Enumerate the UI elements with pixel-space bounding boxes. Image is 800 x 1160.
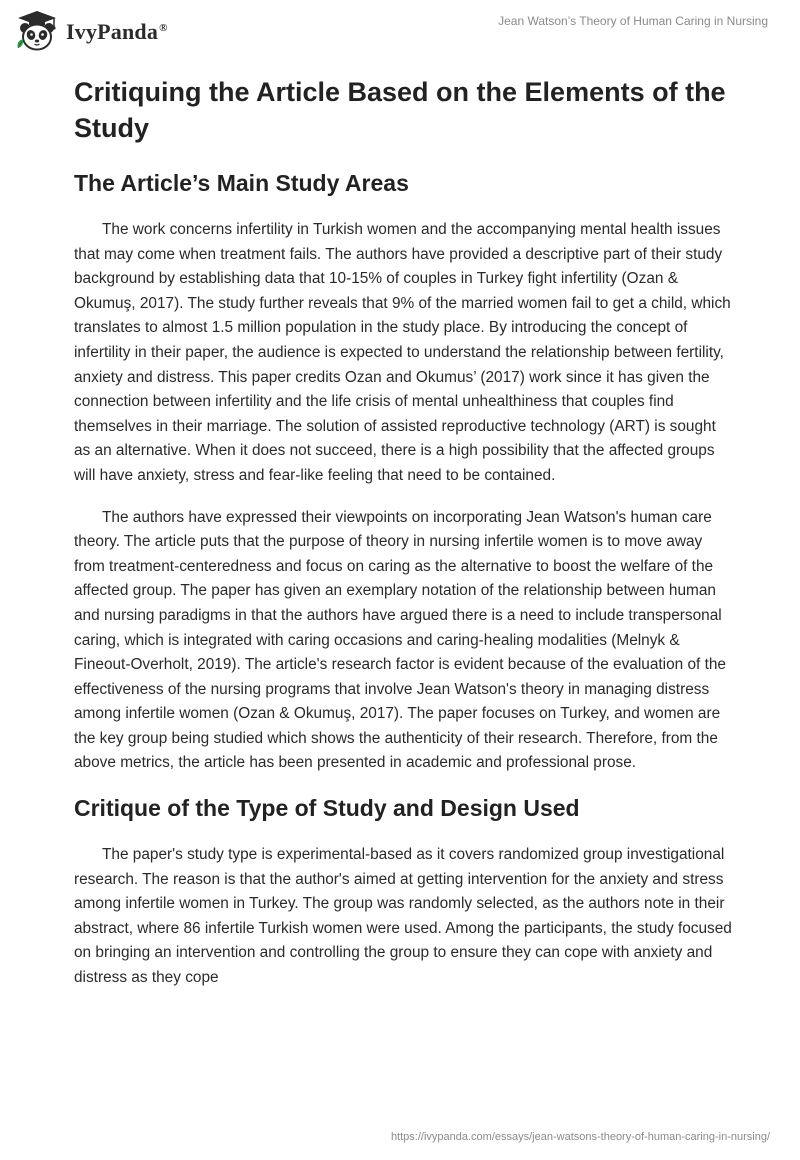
logo-text: IvyPanda® [66,19,168,44]
section-heading-main-study-areas: The Article’s Main Study Areas [74,170,409,196]
panda-graduate-icon [14,8,60,54]
paragraph: The paper's study type is experimental-based as it covers randomized group investigational research. The reason is that the author's aimed at getting intervention for the anxiety and stress among infertile women in Turkey. The group was randomly selected, as the authors note in their abstract, where 86 infertile Turkish women were used. Among the participants, the study focused on bringing an intervention and controlling the group to ensure they can cope with anxiety and distress as they cope [74,846,732,987]
article-title: Critiquing the Article Based on the Elements of the Study [74,77,726,143]
paragraph: The authors have expressed their viewpoints on incorporating Jean Watson's human care theory. The article puts that the purpose of theory in nursing infertile women is to move away from treatment-centeredness and focus on caring as the alternative to boost the welfare of the affected group. The paper has given an exemplary notation of the relationship between human and nursing paradigms in that the authors have argued there is a need to include transpersonal caring, which is integrated with caring occasions and caring-healing modalities (Melnyk & Fineout-Overholt, 2019). The article's research factor is evident because of the evaluation of the effectiveness of the nursing programs that involve Jean Watson's theory in managing distress among infertile women (Ozan & Okumuş, 2017). The paper focuses on Turkey, and women are the key group being studied which shows the authenticity of their research. Therefore, from the above metrics, the article has been presented in academic and professional prose. [74,508,726,772]
ivypanda-logo[interactable] [14,8,168,54]
section-heading-study-design: Critique of the Type of Study and Design Used [74,795,580,822]
source-url[interactable]: https://ivypanda.com/essays/jean-watsons-theory-of-human-caring-in-nursing/ [390,1131,770,1143]
article-body [74,74,734,1008]
running-title: Jean Watson’s Theory of Human Caring in Nursing [498,14,768,28]
page-header [0,0,800,60]
paragraph: The work concerns infertility in Turkish women and the accompanying mental health issues that may come when treatment fails. The authors have provided a descriptive part of their study background by establishing data that 10-15% of couples in Turkey fight infertility (Ozan & Okumuş, 2017). The study further reveals that 9% of the married women fail to get a child, which translates to almost 1.5 million population in the study place. By introducing the concept of infertility in their paper, the audience is expected to understand the relationship between fertility, anxiety and distress. This paper credits Ozan and Okumus’ (2017) work since it has given the connection between infertility and the life crisis of mental unhealthiness that couples find themselves in their marriage. The solution of assisted reproductive technology (ART) is sought as an alternative. When it does not succeed, there is a high possibility that the affected groups will have anxiety, stress and fear-like feeling that need to be contained. [74,221,731,484]
registered-mark: ® [159,21,168,34]
